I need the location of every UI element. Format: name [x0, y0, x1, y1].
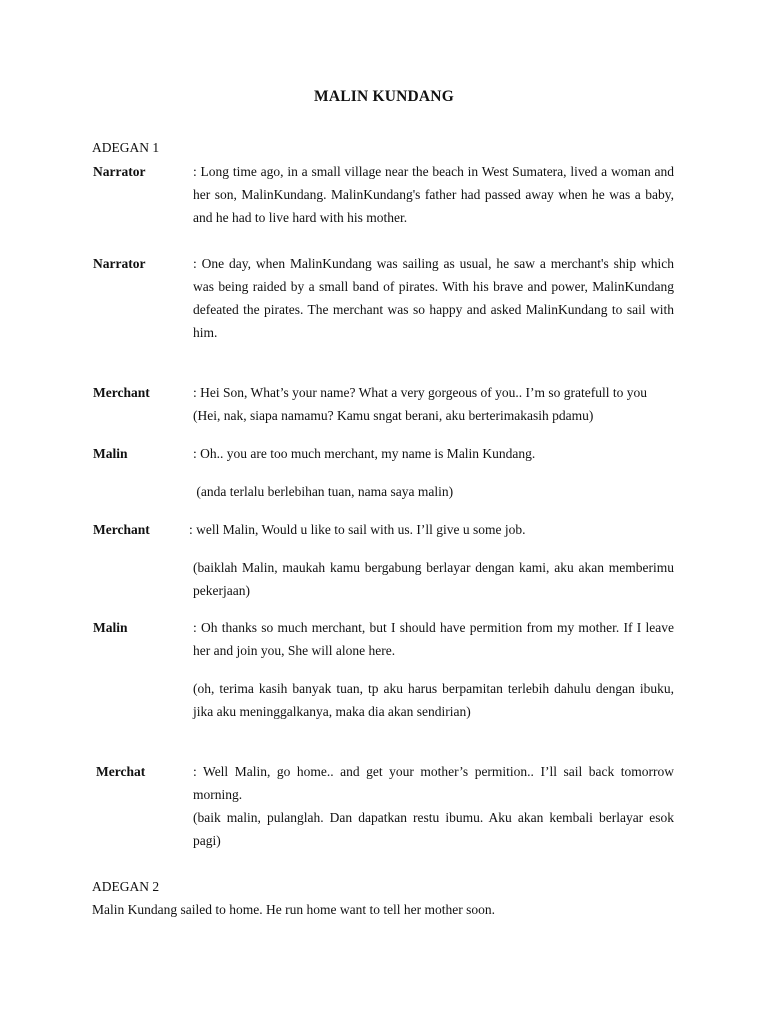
dialogue-line: : One day, when MalinKundang was sailing as usual, he saw a merchant's ship which was being raided by a small band of pirates. With his brave and power, MalinKundang defeated the pirates. The merchant was so happy and asked MalinKundang to sail with him.: [193, 256, 674, 340]
dialogue-line: : Hei Son, What’s your name? What a very gorgeous of you.. I’m so gratefull to you: [193, 385, 648, 400]
speaker-label: Merchant: [93, 522, 150, 537]
dialogue-translation: (Hei, nak, siapa namamu? Kamu sngat berani, aku berterimakasih pdamu): [193, 408, 594, 423]
dialogue-translation: (oh, terima kasih banyak tuan, tp aku harus berpamitan terlebih dahulu dengan ibuku, jika aku meninggalkanya, maka dia akan sendirian): [193, 681, 674, 719]
document-title: MALIN KUNDANG: [314, 88, 454, 105]
dialogue-line: : Oh thanks so much merchant, but I should have permition from my mother. If I leave her and join you, She will alone here.: [193, 620, 674, 658]
dialogue-line: : Oh.. you are too much merchant, my name is Malin Kundang.: [193, 446, 536, 461]
scene-heading-1: ADEGAN 1: [92, 140, 160, 155]
dialogue-translation: (anda terlalu berlebihan tuan, nama saya malin): [193, 484, 454, 499]
dialogue-translation: (baiklah Malin, maukah kamu bergabung berlayar dengan kami, aku akan memberimu pekerjaan): [193, 560, 674, 598]
dialogue-translation: (baik malin, pulanglah. Dan dapatkan restu ibumu. Aku akan kembali berlayar esok pagi): [193, 810, 674, 848]
narrative-paragraph: Malin Kundang sailed to home. He run home want to tell her mother soon.: [92, 902, 496, 917]
speaker-label: Malin: [93, 446, 128, 461]
dialogue-line: : Long time ago, in a small village near the beach in West Sumatera, lived a woman and her son, MalinKundang. MalinKundang's father had passed away when he was a baby, and he had to live hard with his mother.: [193, 164, 674, 225]
speaker-label: Narrator: [93, 256, 146, 271]
speaker-label: Malin: [93, 620, 128, 635]
speaker-label: Merchat: [96, 764, 146, 779]
dialogue-line: : Well Malin, go home.. and get your mother’s permition.. I’ll sail back tomorrow morning.: [193, 764, 674, 802]
speaker-label: Merchant: [93, 385, 150, 400]
dialogue-line: : well Malin, Would u like to sail with us. I’ll give u some job.: [189, 522, 526, 537]
scene-heading-2: ADEGAN 2: [92, 879, 160, 894]
speaker-label: Narrator: [93, 164, 146, 179]
